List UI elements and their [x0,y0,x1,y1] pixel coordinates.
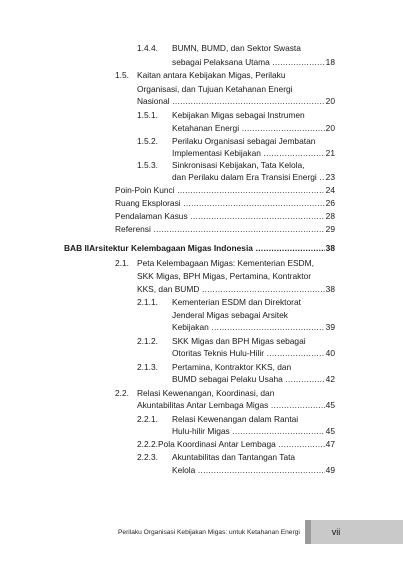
toc-entry-2-2-3-line1 [137,452,335,463]
toc-title: BUMD sebagai Pelaku Usaha ..... [172,374,325,385]
toc-title: Relasi Kewenangan, Koordinasi, dan [137,388,275,398]
toc-entry-pendalaman-kasus[interactable] [115,211,335,222]
toc-entry-1-5-1-line1 [137,110,335,121]
running-footer-title: Perilaku Organisasi Kebijakan Migas: untuk Ketahanan Energi [118,529,300,536]
toc-title: Relasi Kewenangan dalam Rantai [172,414,299,424]
toc-title: Hulu-hilir Migas ..... [172,426,325,437]
toc-title: Pendalaman Kasus ..... [115,211,325,222]
toc-page-number: 29 [325,224,335,234]
toc-entry-2-2-3-line2[interactable] [172,465,335,476]
toc-entry-1-4-4-line2[interactable] [172,57,335,68]
toc-title: Kementerian ESDM dan Direktorat [172,297,301,307]
toc-entry-2-2-1-line1 [137,414,335,425]
toc-page-number: 20 [325,96,335,106]
toc-title: sebagai Pelaksana Utama ..... [172,57,325,68]
toc-entry-1-5-2-line1 [137,136,335,147]
toc-entry-1-5-line1 [115,70,335,81]
toc-number: 2.1.3. [137,362,158,372]
toc-title: Otoritas Teknis Hulu-Hilir ..... [172,348,325,359]
toc-page-number: 40 [325,348,335,358]
toc-page-number: 47 [325,439,335,449]
page-number: vii [331,527,341,537]
toc-page-number: 24 [325,185,335,195]
toc-page-number: 26 [325,198,335,208]
toc-number: 2.1.1. [137,297,158,307]
toc-title: Kebijakan ..... [172,322,325,333]
toc-title: Nasional ..... [137,96,325,107]
toc-entry-referensi[interactable] [115,224,335,235]
toc-title: Pola Koordinasi Antar Lembaga ..... [158,439,325,450]
toc-number: 1.4.4. [137,43,158,53]
toc-title: dan Perilaku dalam Era Transisi Energi ..... [172,172,325,183]
toc-title: Implementasi Kebijakan ..... [172,148,325,159]
toc-chapter-number: BAB II [64,243,90,253]
toc-number: 2.1. [115,258,129,268]
footer-page-tab [305,520,403,544]
toc-entry-poin-poin-kunci[interactable] [115,185,335,196]
toc-title: Ketahanan Energi ..... [172,123,325,134]
toc-number: 1.5. [115,70,129,80]
toc-entry-2-1-1-line3[interactable] [172,322,335,333]
toc-page-number: 21 [325,148,335,158]
toc-page-number: 45 [325,400,335,410]
toc-entry-1-5-line2 [137,84,335,95]
toc-entry-2-1-3-line1 [137,362,335,373]
toc-page-number: 39 [325,322,335,332]
toc-chapter-bab-ii[interactable] [64,243,335,254]
toc-page-number: 49 [325,465,335,475]
toc-title: Referensi ..... [115,224,325,235]
toc-entry-2-2-line1 [115,388,335,399]
toc-entry-ruang-eksplorasi[interactable] [115,198,335,209]
toc-title: Sinkronisasi Kebijakan, Tata Kelola, [172,160,305,170]
toc-entry-2-1-line1 [115,258,335,269]
toc-entry-1-5-3-line1 [137,160,335,171]
toc-number: 2.1.2. [137,336,158,346]
toc-title: Akuntabilitas Antar Lembaga Migas ..... [137,400,325,411]
toc-title: Kelola ..... [172,465,325,476]
toc-title: Pertamina, Kontraktor KKS, dan [172,362,292,372]
toc-page-number: 38 [325,243,335,253]
toc-number: 2.2.1. [137,414,158,424]
toc-entry-2-2-2[interactable] [137,439,335,450]
toc-title: SKK Migas, BPH Migas, Pertamina, Kontraktor [137,271,312,281]
toc-title: Ruang Eksplorasi ..... [115,198,325,209]
toc-entry-1-5-1-line2[interactable] [172,123,335,134]
toc-entry-2-1-1-line1 [137,297,335,308]
toc-entry-2-2-1-line2[interactable] [172,426,335,437]
toc-entry-2-1-1-line2 [172,310,335,321]
toc-entry-1-5-3-line2[interactable] [172,172,335,183]
toc-entry-2-1-2-line1 [137,336,335,347]
toc-page-number: 42 [325,374,335,384]
toc-title: SKK Migas dan BPH Migas sebagai [172,336,306,346]
toc-number: 1.5.2. [137,136,158,146]
toc-page-number: 23 [325,172,335,182]
toc-title: BUMN, BUMD, dan Sektor Swasta [172,43,301,53]
toc-title: Peta Kelembagaan Migas: Kementerian ESDM, [137,258,314,268]
toc-entry-2-1-3-line2[interactable] [172,374,335,385]
toc-number: 2.2.2. [137,439,158,449]
toc-number: 1.5.1. [137,110,158,120]
toc-title: KKS, dan BUMD ..... [137,284,325,295]
toc-title: Akuntabilitas dan Tantangan Tata [172,452,296,462]
toc-title: Perilaku Organisasi sebagai Jembatan [172,136,316,146]
toc-title: Kebijakan Migas sebagai Instrumen [172,110,305,120]
toc-entry-1-5-2-line2[interactable] [172,148,335,159]
toc-chapter-title: Arsitektur Kelembagaan Migas Indonesia ..... [89,243,325,254]
toc-number: 1.5.3. [137,160,158,170]
toc-title: Poin-Poin Kunci ..... [115,185,325,196]
toc-page-number: 18 [325,57,335,67]
toc-number: 2.2. [115,388,129,398]
toc-page-number: 45 [325,426,335,436]
toc-entry-2-1-line3[interactable] [137,284,335,295]
toc-entry-2-2-line2[interactable] [137,400,335,411]
toc-entry-1-4-4-line1 [137,43,335,54]
toc-page-number: 28 [325,211,335,221]
toc-entry-2-1-line2 [137,271,335,282]
toc-title: Kaitan antara Kebijakan Migas, Perilaku [137,70,286,80]
toc-title: Organisasi, dan Tujuan Ketahanan Energi [137,84,293,94]
toc-title: Jenderal Migas sebagai Arsitek [172,310,288,320]
toc-entry-1-5-line3[interactable] [137,96,335,107]
toc-page-number: 38 [325,284,335,294]
toc-page-number: 20 [325,123,335,133]
toc-number: 2.2.3. [137,452,158,462]
toc-entry-2-1-2-line2[interactable] [172,348,335,359]
